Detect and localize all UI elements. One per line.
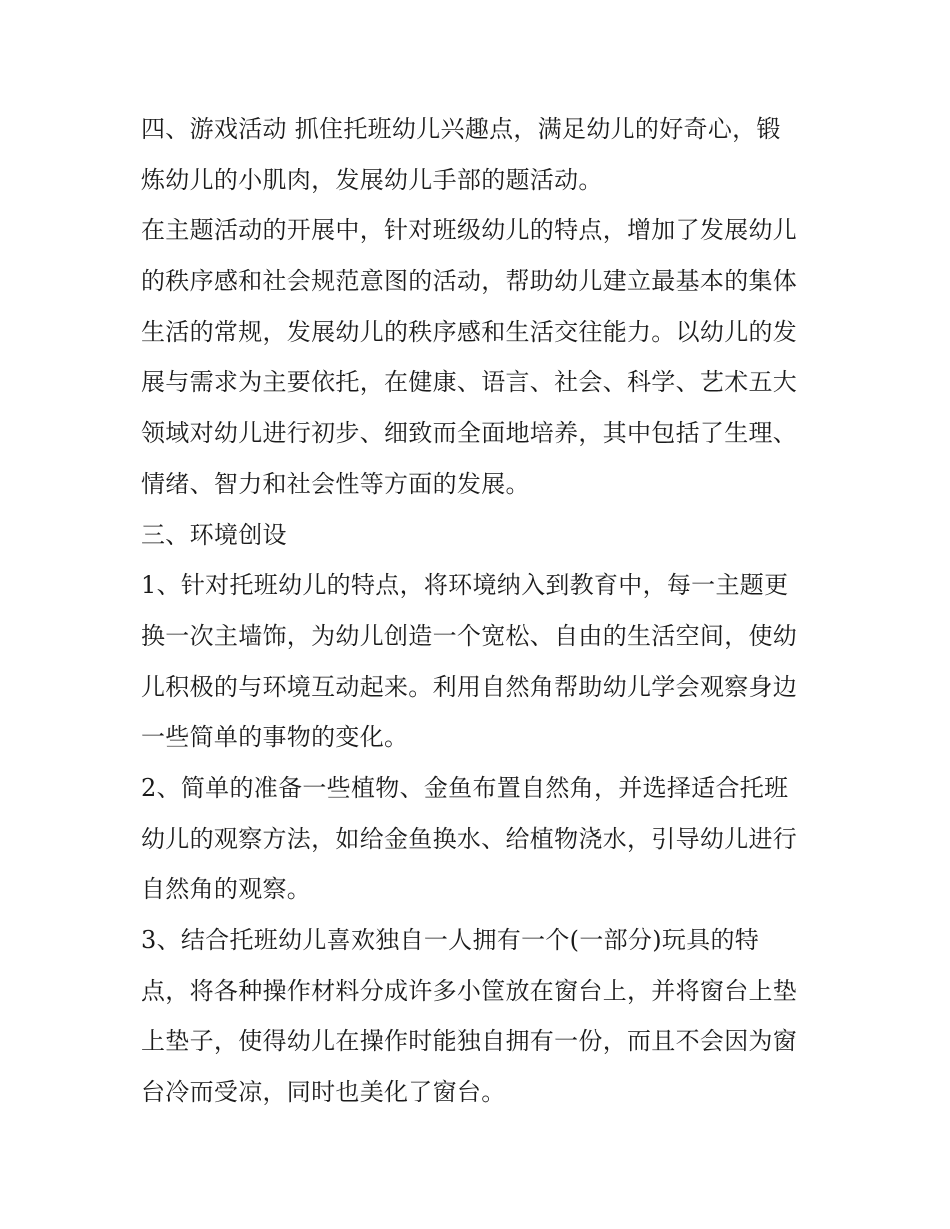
- text-line: 自然角的观察。: [141, 875, 312, 904]
- text-line: 炼幼儿的小肌肉，发展幼儿手部的题活动。: [141, 165, 603, 194]
- text-line: 换一次主墙饰，为幼儿创造一个宽松、自由的生活空间，使幼: [141, 621, 798, 650]
- text-line: 1、针对托班幼儿的特点，将环境纳入到教育中，每一主题更: [141, 571, 789, 600]
- text-line: 台冷而受凉，同时也美化了窗台。: [141, 1078, 506, 1107]
- text-line: 在主题活动的开展中，针对班级幼儿的特点，增加了发展幼儿: [141, 216, 798, 245]
- text-line: 点，将各种操作材料分成许多小筐放在窗台上，并将窗台上垫: [141, 976, 798, 1005]
- text-line: 儿积极的与环境互动起来。利用自然角帮助幼儿学会观察身边: [141, 672, 798, 701]
- document-body: [141, 104, 821, 1118]
- text-line: 领域对幼儿进行初步、细致而全面地培养，其中包括了生理、: [141, 419, 798, 448]
- text-line: 幼儿的观察方法，如给金鱼换水、给植物浇水，引导幼儿进行: [141, 824, 798, 853]
- text-line: 3、结合托班幼儿喜欢独自一人拥有一个(一部分)玩具的特: [141, 926, 760, 954]
- text-line: 情绪、智力和社会性等方面的发展。: [141, 469, 530, 498]
- text-line: 一些简单的事物的变化。: [141, 723, 409, 752]
- text-line: 上垫子，使得幼儿在操作时能独自拥有一份，而且不会因为窗: [141, 1027, 798, 1056]
- text-line: 四、游戏活动 抓住托班幼儿兴趣点，满足幼儿的好奇心，锻: [141, 115, 781, 143]
- section-heading: 三、环境创设: [141, 520, 287, 549]
- text-line: 生活的常规，发展幼儿的秩序感和生活交往能力。以幼儿的发: [141, 317, 798, 346]
- text-line: 2、简单的准备一些植物、金鱼布置自然角，并选择适合托班: [141, 773, 789, 802]
- text-line: 的秩序感和社会规范意图的活动，帮助幼儿建立最基本的集体: [141, 267, 798, 296]
- text-line: 展与需求为主要依托，在健康、语言、社会、科学、艺术五大: [141, 368, 798, 397]
